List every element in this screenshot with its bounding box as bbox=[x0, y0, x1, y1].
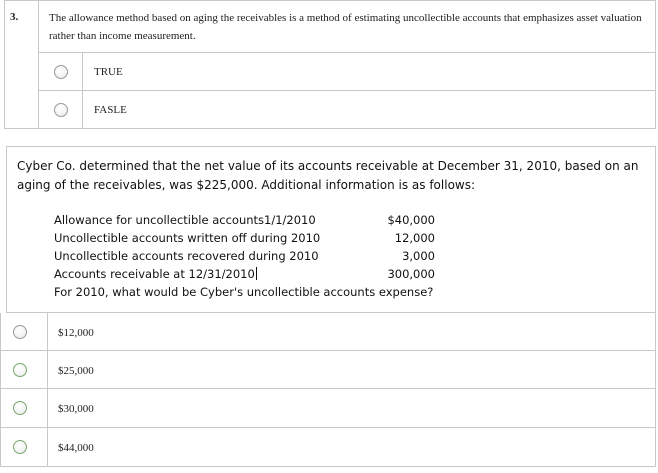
divider bbox=[0, 350, 656, 351]
radio-true[interactable] bbox=[54, 65, 68, 79]
option-label-false: FASLE bbox=[94, 104, 127, 116]
row-value: $40,000 bbox=[387, 213, 435, 227]
radio-option-1[interactable] bbox=[13, 325, 27, 339]
divider bbox=[0, 388, 656, 389]
option-label: $30,000 bbox=[58, 403, 94, 415]
question-4-intro: Cyber Co. determined that the net value of its accounts receivable at December 31, 2010, based on an aging of the receivables, was $225,000. Additional information is as follows: bbox=[17, 159, 639, 192]
divider bbox=[39, 52, 656, 53]
question-3-text: The allowance method based on aging the receivables is a method of estimating uncollectible accounts that emphasizes asset valuation rather than income measurement. bbox=[49, 12, 642, 42]
radio-column bbox=[39, 52, 83, 129]
row-value: 12,000 bbox=[394, 231, 435, 245]
row-label: Uncollectible accounts written off during 2010 bbox=[54, 231, 321, 245]
divider bbox=[0, 427, 656, 428]
radio-option-4[interactable] bbox=[13, 440, 27, 454]
row-value: 3,000 bbox=[402, 249, 435, 263]
row-label-with-cursor bbox=[54, 266, 257, 283]
row-label: Accounts receivable at 12/31/2010 bbox=[54, 267, 255, 281]
answer-options-box bbox=[0, 313, 656, 467]
option-label-true: TRUE bbox=[94, 66, 123, 78]
text-cursor bbox=[256, 267, 257, 280]
option-label: $12,000 bbox=[58, 327, 94, 339]
question-4-prompt: For 2010, what would be Cyber's uncollectible accounts expense? bbox=[54, 285, 434, 299]
row-label: Allowance for uncollectible accounts1/1/2010 bbox=[54, 213, 316, 227]
question-number: 3. bbox=[10, 11, 19, 23]
option-label: $44,000 bbox=[58, 442, 94, 454]
radio-option-3[interactable] bbox=[13, 401, 27, 415]
radio-false[interactable] bbox=[54, 103, 68, 117]
radio-option-2[interactable] bbox=[13, 363, 27, 377]
option-label: $25,000 bbox=[58, 365, 94, 377]
divider bbox=[39, 90, 656, 91]
row-value: 300,000 bbox=[387, 267, 435, 281]
row-label: Uncollectible accounts recovered during 2010 bbox=[54, 249, 319, 263]
